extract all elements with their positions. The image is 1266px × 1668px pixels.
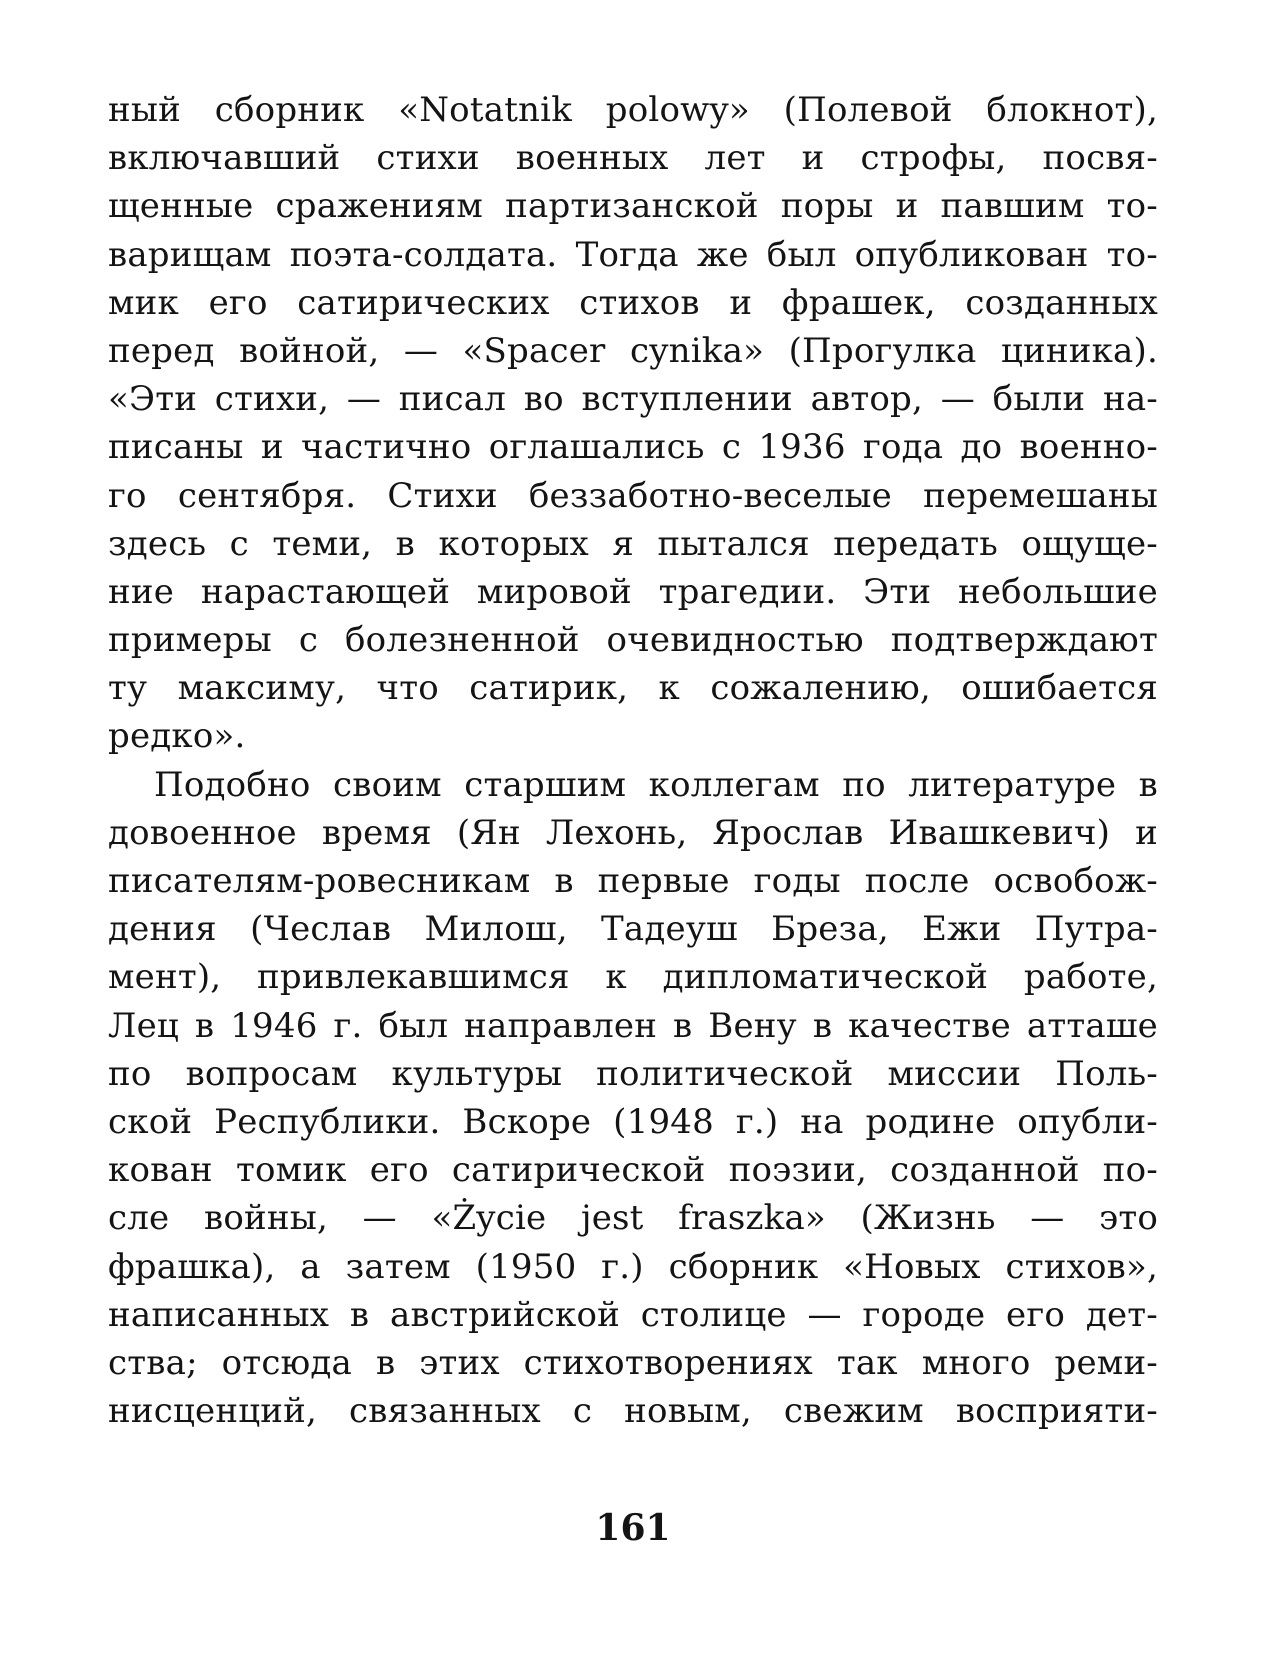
text-line: «Эти стихи, — писал во вступлении автор, — были на- <box>108 379 1158 420</box>
text-line: сле войны, — «Życie jest fraszka» (Жизнь — это <box>108 1198 1158 1239</box>
text-line: варищам поэта-солдата. Тогда же был опубликован то- <box>108 234 1158 275</box>
paragraph-first-line: Подобно своим старшим коллегам по литературе в <box>154 764 1158 805</box>
text-line: по вопросам культуры политической миссии Поль- <box>108 1053 1158 1094</box>
text-line: ный сборник «Notatnik polowy» (Полевой блокнот), <box>108 90 1158 130</box>
text-line: дения (Чеслав Милош, Тадеуш Бреза, Ежи Путра- <box>108 909 1158 950</box>
text-line: ства; отсюда в этих стихотворениях так много реми- <box>108 1342 1158 1383</box>
page-number: 161 <box>595 1507 671 1549</box>
text-line: Лец в 1946 г. был направлен в Вену в качестве атташе <box>108 1005 1158 1046</box>
text-line: го сентября. Стихи беззаботно-веселые перемешаны <box>108 475 1158 516</box>
text-line: писателям-ровесникам в первые годы после освобож- <box>108 861 1158 901</box>
text-line: мент), привлекавшимся к дипломатической работе, <box>108 957 1158 998</box>
text-line: щенные сражениям партизанской поры и павшим то- <box>108 186 1158 227</box>
text-line: примеры с болезненной очевидностью подтверждают <box>108 620 1158 661</box>
text-line: написанных в австрийской столице — городе его дет- <box>108 1294 1158 1335</box>
text-line: фрашка), а затем (1950 г.) сборник «Новых стихов», <box>108 1246 1158 1287</box>
text-line: писаны и частично оглашались с 1936 года до военно- <box>108 427 1158 468</box>
body-text <box>108 86 1158 1435</box>
text-line: перед войной, — «Spacer cynika» (Прогулка циника). <box>108 330 1158 371</box>
text-line: ту максиму, что сатирик, к сожалению, ошибается <box>108 668 1158 709</box>
text-line: довоенное время (Ян Лехонь, Ярослав Ивашкевич) и <box>108 812 1158 853</box>
text-line: нисценций, связанных с новым, свежим восприяти- <box>108 1391 1158 1432</box>
text-line: ской Республики. Вскоре (1948 г.) на родине опубли- <box>108 1101 1158 1142</box>
text-line: включавший стихи военных лет и строфы, посвя- <box>108 138 1158 179</box>
text-line: кован томик его сатирической поэзии, созданной по- <box>108 1150 1158 1191</box>
text-line: здесь с теми, в которых я пытался передать ощуще- <box>108 523 1158 564</box>
text-line: мик его сатирических стихов и фрашек, созданных <box>108 282 1158 323</box>
text-line: ние нарастающей мировой трагедии. Эти небольшие <box>108 571 1158 612</box>
text-line: редко». <box>108 716 246 757</box>
